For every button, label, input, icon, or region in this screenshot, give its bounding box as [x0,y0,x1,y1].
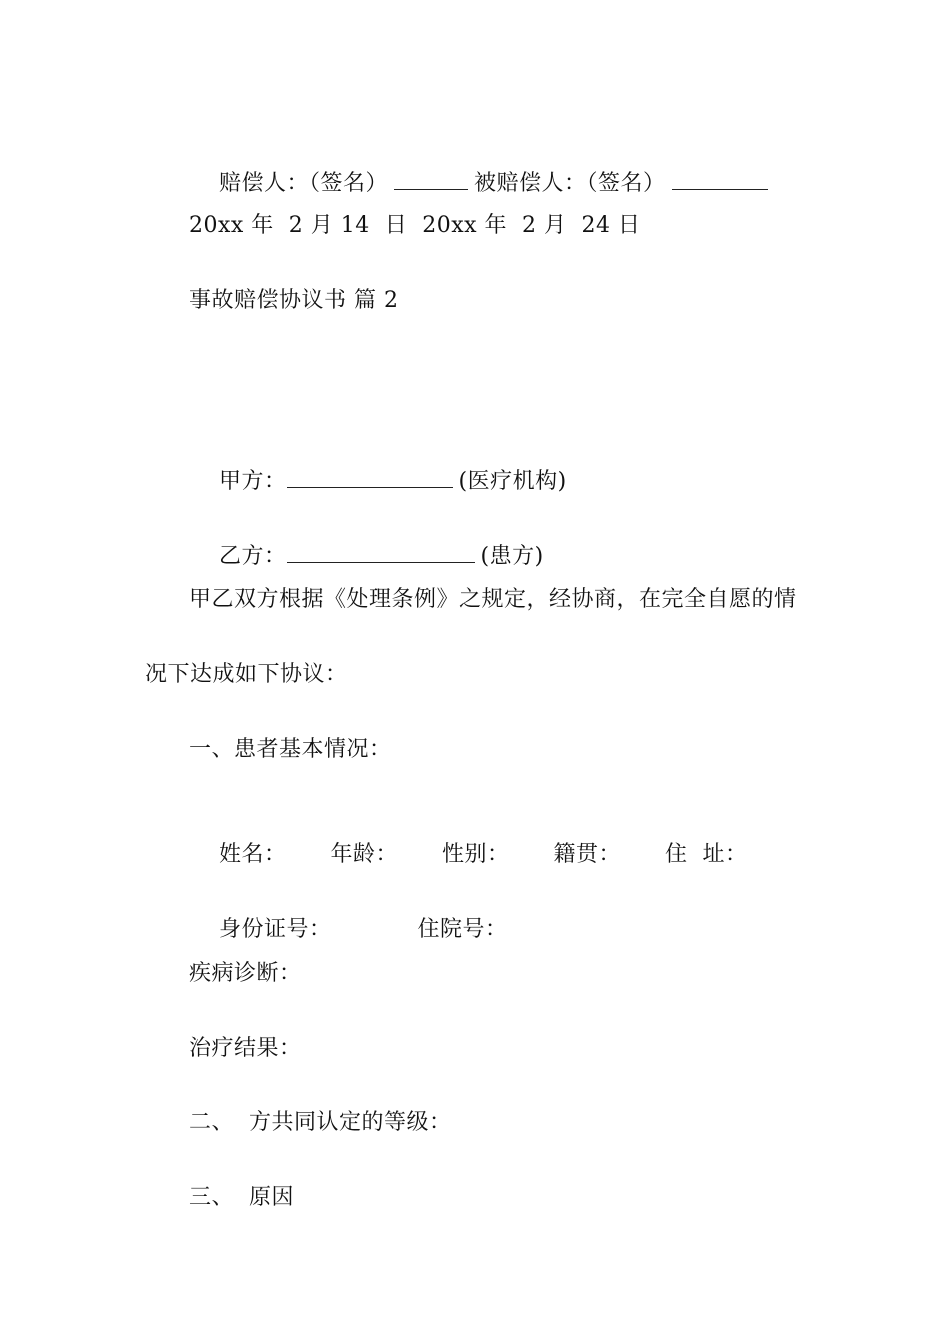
patient-origin-label: 籍贯： [553,842,622,867]
compensator-label: 赔偿人：（签名） [218,171,388,196]
item2-heading: 二、 方共同认定的等级： [189,1110,452,1135]
compensator-signature-blank [394,167,468,190]
dates-line: 20xx 年 2 月 14 日 20xx 年 2 月 24 日 [189,213,641,238]
item3-heading: 三、 原因 [189,1185,294,1210]
result-label: 治疗结果： [189,1036,302,1061]
party-b-blank [287,540,475,563]
compensated-signature-blank [672,167,768,190]
diagnosis-label: 疾病诊断： [189,961,302,986]
party-b-label: 乙方： [218,544,287,569]
patient-gender-label: 性别： [442,842,510,867]
paragraph-line-1: 甲乙双方根据《处理条例》之规定，经协商，在完全自愿的情 [189,587,797,612]
admission-number-label: 住院号： [417,917,508,942]
party-a-blank [287,465,453,488]
patient-address-label: 住 址： [665,842,748,867]
party-b-note: (患方) [480,544,544,569]
party-a-label: 甲方： [218,469,287,494]
paragraph-line-2: 况下达成如下协议： [145,662,348,687]
id-number-label: 身份证号： [218,917,332,942]
party-a-note: (医疗机构) [458,469,567,494]
item1-heading: 一、患者基本情况： [189,737,392,762]
patient-name-label: 姓名： [218,842,287,867]
section-heading: 事故赔偿协议书 篇 2 [189,288,399,313]
patient-age-label: 年龄： [330,842,399,867]
compensated-label: 被赔偿人：（签名） [474,171,666,196]
